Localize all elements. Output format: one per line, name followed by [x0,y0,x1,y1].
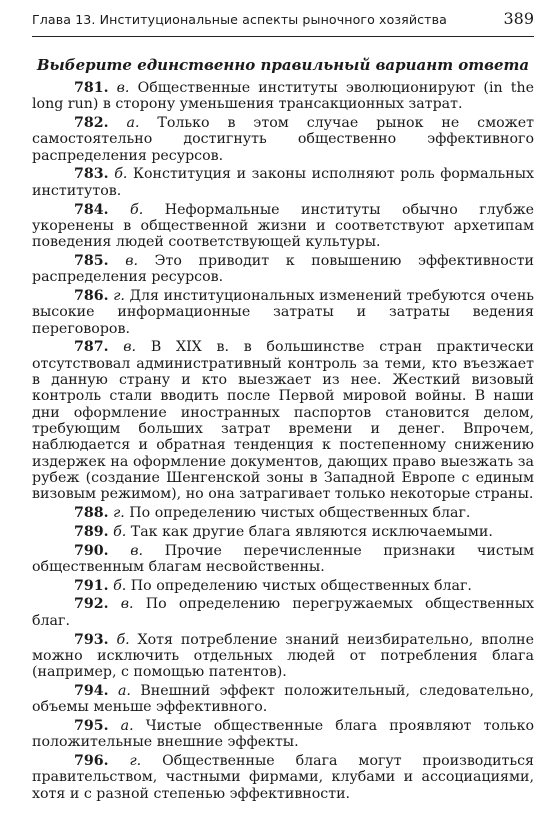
answer-text: Хотя потребление знаний неизбирательно, вполне можно исключить отдельных людей от потребления блага (например, с помощью патентов). [32,631,535,681]
chapter-title: Глава 13. Институциональные аспекты рыночного хозяйства [32,12,447,27]
answer-text: Внешний эффект положительный, следовательно, объемы меньше эффективного. [32,682,534,716]
answer-number: 784. [74,201,109,218]
answer-letter: б. [113,523,127,540]
answer-number: 790. [74,542,109,559]
answer-item [32,543,534,576]
answer-number: 796. [74,753,109,770]
answer-letter: б. [113,577,127,594]
answer-number: 791. [74,577,109,594]
answer-text: Прочие перечисленные признаки чистым общественным благам несвойственны. [32,542,535,575]
answer-letter: в. [125,252,138,269]
answer-item [32,718,534,751]
answer-number: 787. [74,339,109,356]
answer-text: По определению чистых общественных благ. [130,577,472,594]
answer-letter: в. [130,542,144,559]
answer-letter: а. [120,717,134,734]
answer-item [32,683,534,716]
answer-text: По определению чистых общественных благ. [129,504,471,521]
answer-text: Конституция и законы исполняют роль формальных институтов. [32,166,535,199]
answer-item [32,202,534,251]
answer-item [32,505,534,521]
answer-number: 792. [74,596,109,613]
page-number: 389 [503,9,534,28]
page-header [32,8,534,37]
answer-letter: в. [123,339,137,356]
answer-text: Только в этом случае рынок не сможет самостоятельно достигнуть общественно эффективного распределения ресурсов. [32,115,534,164]
answer-text: Общественные блага могут производиться правительством, частными фирмами, клубами и ассоциациями, хотя и с разной степенью эффективности. [32,753,535,802]
answer-letter: б. [130,201,144,218]
answer-letter: б. [116,631,130,648]
answer-text: Неформальные институты обычно глубже укоренены в общественной жизни и соответствуют архетипам поведения людей соответствующей культуры. [32,201,535,251]
answer-number: 783. [74,166,109,183]
answer-letter: г. [129,753,142,770]
answer-item [32,753,534,802]
answer-number: 788. [74,504,109,521]
answer-text: Это приводит к повышению эффективности распределения ресурсов. [32,252,534,286]
answer-letter: в. [120,596,134,613]
answer-item [32,632,534,681]
answer-text: В XIX в. в большинстве стран практически отсутствовал административный контроль за теми, кто въезжает в данную страну и кто выезжает из нее. Жесткий визовый контроль стали вводить после Первой мировой войны. В наши дни оформление иностранных паспортов становится делом, требующим больших затрат времени и денег. Впрочем, наблюдается и обратная тенденция к постепенному снижению издержек на оформление документов, дающих право выезжать за рубеж (создание Шенгенской зоны в Западной Европе с единым визовым режимом), но она затрагивает только некоторые страны. [32,339,534,503]
answer-number: 795. [74,717,109,734]
answer-text: Для институциональных изменений требуются очень высокие информационные затраты и затраты ведения переговоров. [32,288,535,337]
answer-item [32,80,534,113]
answers-list [32,80,534,804]
answer-text: Так как другие блага являются исключаемыми. [130,523,493,540]
answer-item [32,596,534,629]
answer-letter: г. [113,504,125,521]
answer-item [32,339,534,502]
answer-text: По определению перегружаемых общественных благ. [32,596,534,629]
answer-letter: а. [126,115,140,132]
answer-text: Чистые общественные блага проявляют только положительные внешние эффекты. [32,717,535,751]
answer-letter: в. [116,80,130,96]
answer-number: 793. [74,631,109,648]
section-title: Выберите единственно правильный вариант ответа [36,56,530,74]
answer-item [32,288,534,337]
answer-number: 789. [74,523,109,540]
answer-text: Общественные институты эволюционируют (in the long run) в сторону уменьшения трансакционных затрат. [32,80,534,113]
answer-item [32,253,534,286]
answer-number: 794. [74,682,109,699]
answer-item [32,115,534,164]
answer-item [32,524,534,540]
answer-number: 781. [74,80,109,96]
answer-letter: б. [114,166,128,183]
answer-letter: г. [113,288,125,305]
answer-number: 786. [74,288,109,305]
answer-number: 785. [74,252,109,269]
answer-item [32,578,534,594]
answer-letter: а. [117,682,131,699]
answer-item [32,166,534,199]
answer-number: 782. [74,115,109,132]
